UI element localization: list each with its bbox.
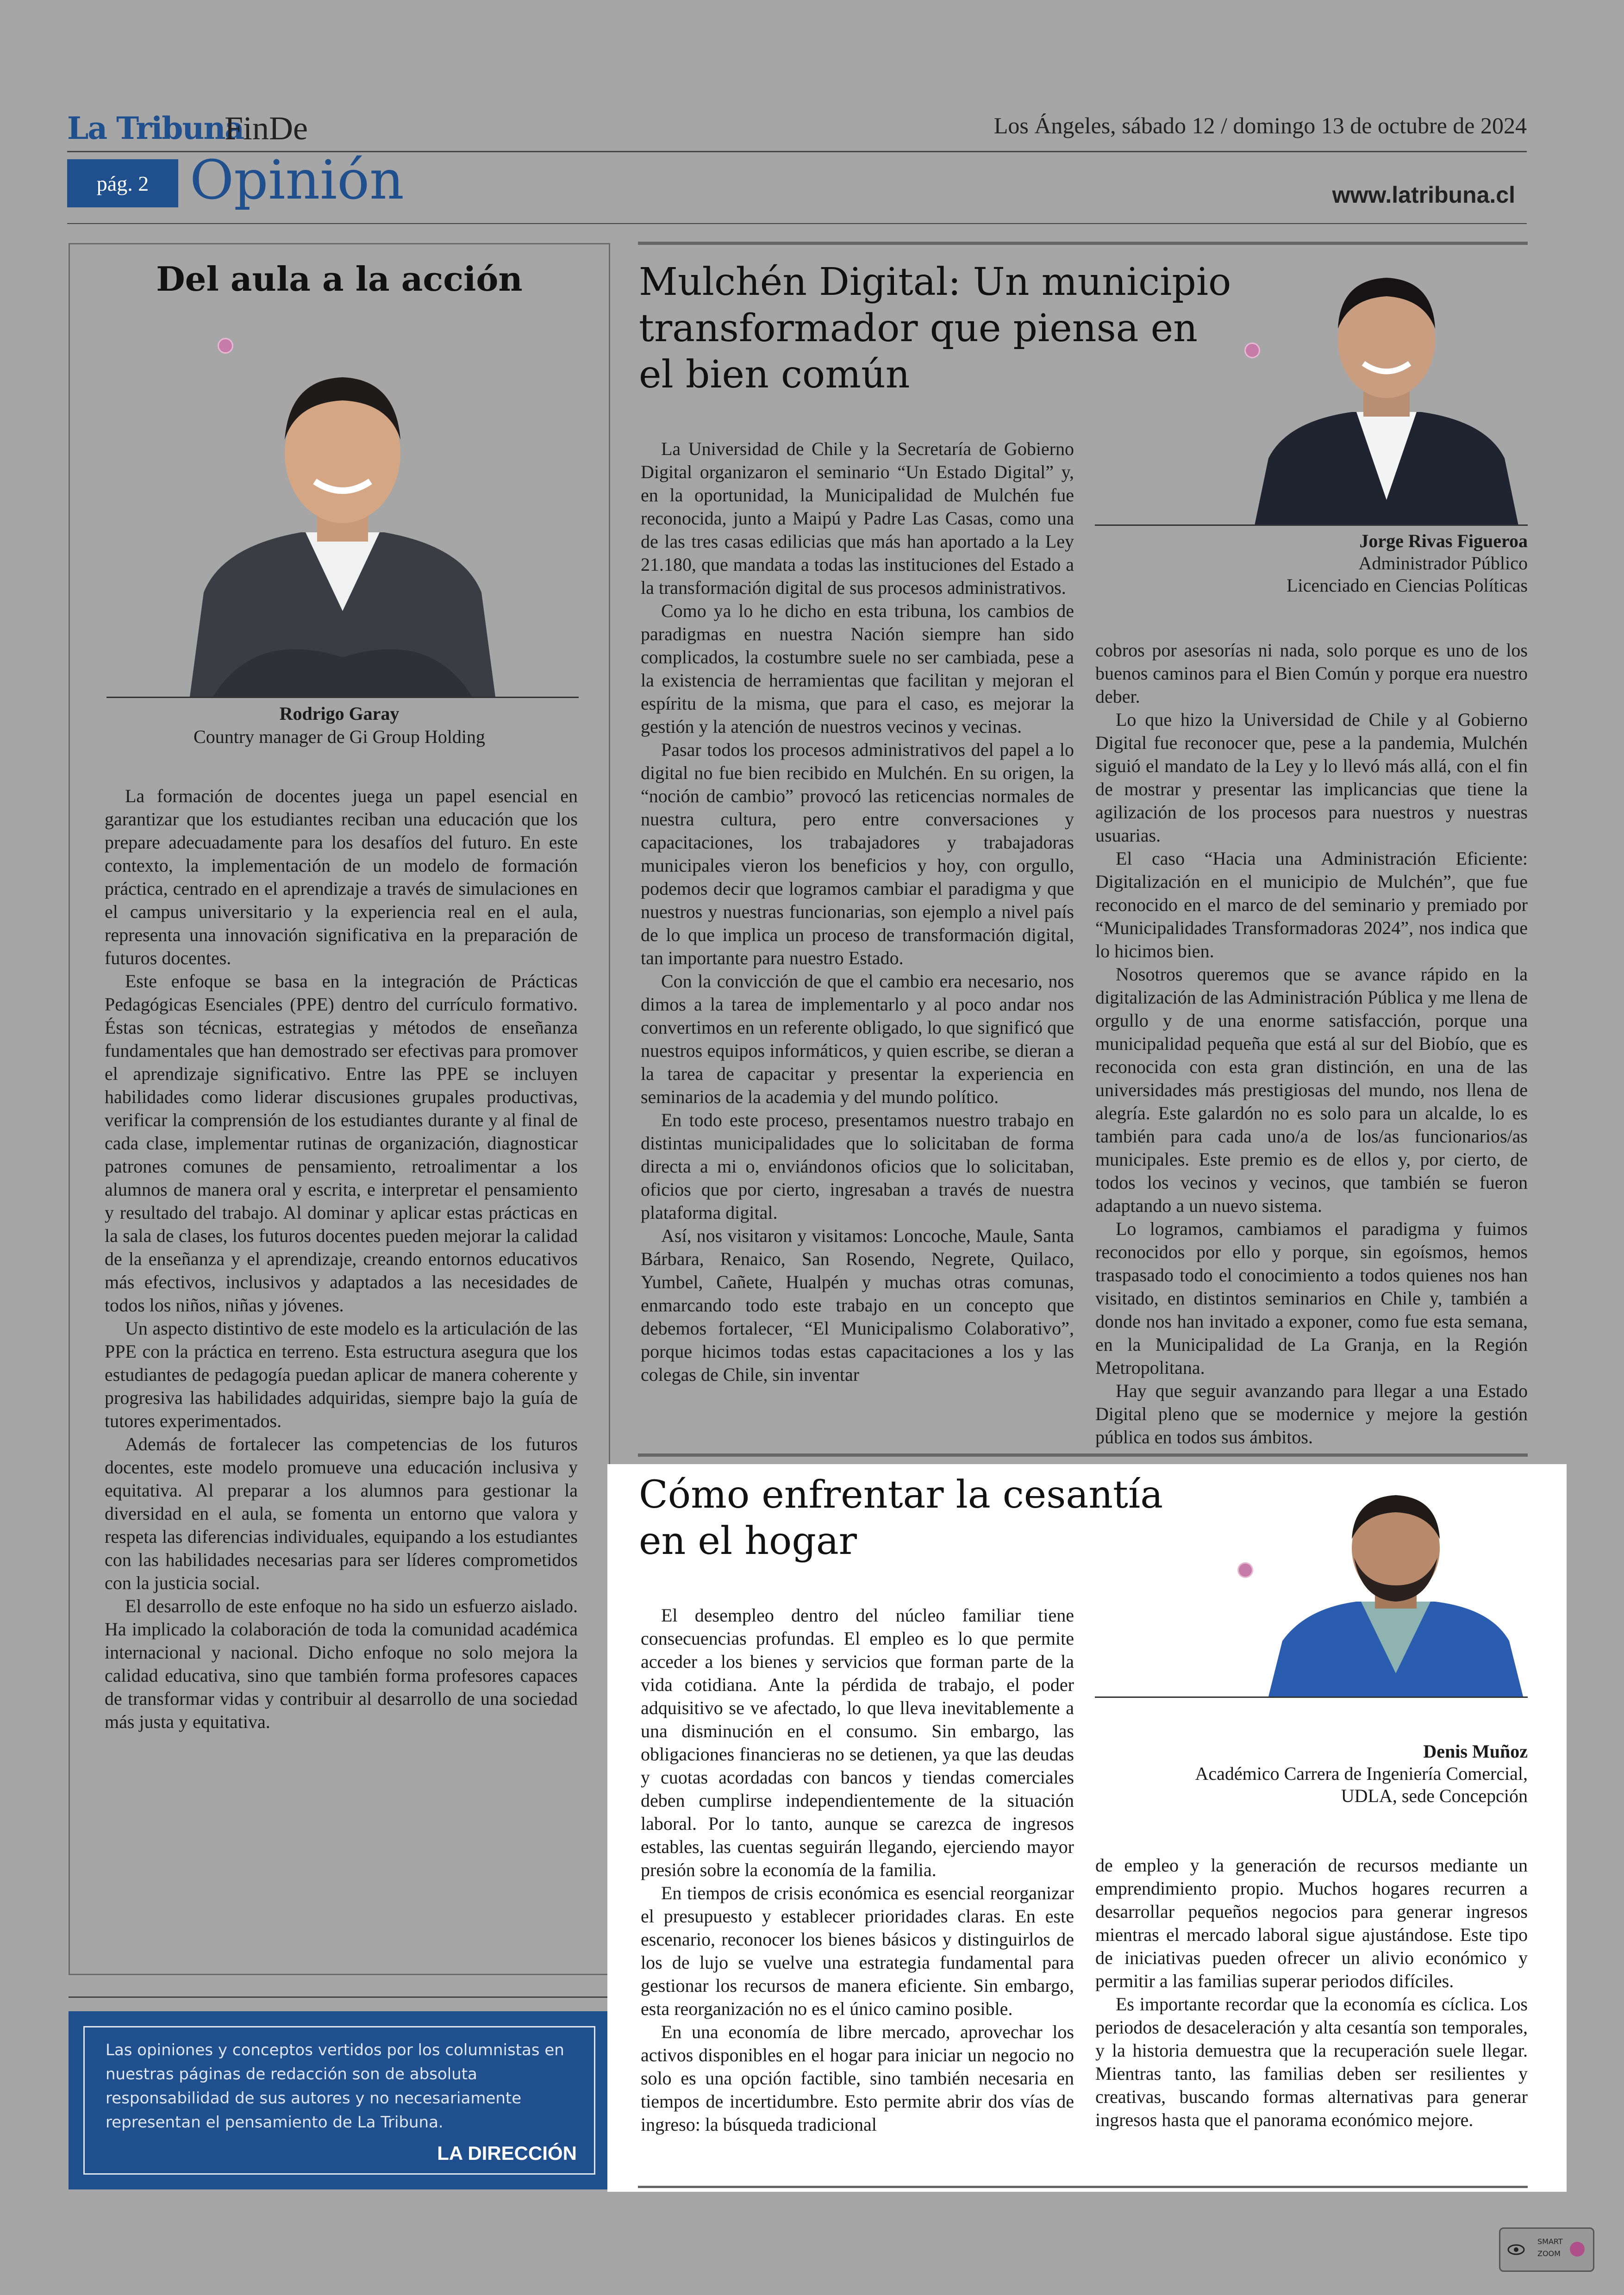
photo-marker-icon[interactable] bbox=[218, 338, 233, 354]
top-article-col2 bbox=[1095, 639, 1528, 1449]
disclaimer-text: Las opiniones y conceptos vertidos por los columnistas en nuestras páginas de redacción son de absoluta responsabilidad de sus autores y no necesariamente representan el pensamiento de La Tribuna. bbox=[106, 2041, 564, 2132]
portrait-illustration bbox=[1245, 259, 1528, 525]
bottom-author-role: UDLA, sede Concepción bbox=[1341, 1785, 1528, 1806]
author-photo-jorge bbox=[1245, 259, 1528, 525]
mid-article-rule bbox=[638, 1453, 1528, 1457]
bottom-paragraph: Es importante recordar que la economía es cíclica. Los periodos de desaceleración y alta cesantía son temporales, y la historia demuestra que la recuperación suele llegar. Mientras tanto, las familias deben ser resilientes y creativas, buscando formas alternativas para generar ingresos hasta que el panorama económico mejore. bbox=[1095, 1994, 1528, 2130]
bottom-paragraph: de empleo y la generación de recursos mediante un emprendimiento propio. Muchos hogares recurren a desarrollar pequeños negocios para generar ingresos mientras el mercado laboral sigue ajustándose. Este tipo de iniciativas pueden ofrecer un alivio económico y permitir a las familias superar periodos difíciles. bbox=[1095, 1855, 1528, 1991]
top-paragraph: La Universidad de Chile y la Secretaría de Gobierno Digital organizaron el seminario “Un Estado Digital” y, en la oportunidad, la Municipalidad de Mulchén fue reconocida, junto a Maipú y Padre Las Casas, como una de las tres casas edilicias que más han aportado a la Ley 21.180, que mandata a todas las instituciones del Estado a la transformación digital de sus procesos administrativos. bbox=[641, 438, 1074, 598]
bottom-article-col1 bbox=[641, 1604, 1074, 2136]
top-paragraph: Lo que hizo la Universidad de Chile y al Gobierno Digital fue reconocer que, pese a la pandemia, Mulchén siguió el mandato de la Ley y lo llevó más allá, con el fin de mostrar y presentar las implicancias que tiene la agilización de los procesos para nuestros y nuestras usuarias. bbox=[1095, 709, 1528, 846]
disclaimer-top-rule bbox=[69, 1996, 610, 1998]
top-paragraph: En todo este proceso, presentamos nuestro trabajo en distintas municipalidades que lo solicitaban de forma directa a mi o, enviándonos oficios que lo solicitaban, oficios que por cierto, ingresaban a través de nuestra plataforma digital. bbox=[641, 1110, 1074, 1223]
left-paragraph: El desarrollo de este enfoque no ha sido un esfuerzo aislado. Ha implicado la colaboración de toda la comunidad académica internacional y nacional. Dicho enfoque no solo mejora la calidad educativa, sino que también forma profesores capaces de transformar vidas y contribuir al desarrollo de una sociedad más justa y equitativa. bbox=[105, 1596, 578, 1732]
bottom-article-rule bbox=[638, 2186, 1528, 2188]
top-paragraph: Con la convicción de que el cambio era necesario, nos dimos a la tarea de implementarlo y al poco andar nos convertimos en un referente obligado, lo que significó que nuestros equipos informáticos, y quien escribe, se dieran a la tarea de capacitar y presentar la experiencia en seminarios de la academia y del mundo político. bbox=[641, 971, 1074, 1107]
top-author-role: Licenciado en Ciencias Políticas bbox=[1287, 575, 1528, 596]
top-photo-rule bbox=[1095, 524, 1528, 526]
left-article-body bbox=[105, 785, 578, 1734]
portrait-illustration bbox=[185, 352, 500, 697]
header-bottom-rule bbox=[67, 223, 1527, 224]
top-paragraph: Pasar todos los procesos administrativos del papel a lo digital no fue bien recibido en Mulchén. En su origen, la “noción de cambio” provocó las reticencias normales de nuestra cultura, pero entre conversaciones y capacitaciones, los trabajadores y trabajadoras municipales vieron los beneficios y hoy, con orgullo, podemos decir que logramos cambiar el paradigma y que nuestros y nuestras funcionarias, son ejemplo a nivel país de lo que implica un proceso de transformación digital, tan importante para nuestro Estado. bbox=[641, 739, 1074, 968]
top-paragraph: cobros por asesorías ni nada, solo porque es uno de los buenos caminos para el Bien Común y porque era nuestro deber. bbox=[1095, 640, 1528, 707]
bottom-article-title: Cómo enfrentar la cesantía en el hogar bbox=[639, 1473, 1163, 1563]
author-photo-denis bbox=[1264, 1488, 1528, 1696]
smart-zoom-label: ZOOM bbox=[1537, 2249, 1561, 2258]
bottom-paragraph: En tiempos de crisis económica es esencial reorganizar el presupuesto y establecer prioridades claras. En este escenario, reconocer los bienes básicos y distinguirlos de los de lujo se vuelve una estrategia fundamental para gestionar los recursos de manera eficiente. Sin embargo, esta reorganización no es el único camino posible. bbox=[641, 1883, 1074, 2019]
bottom-paragraph: El desempleo dentro del núcleo familiar tiene consecuencias profundas. El empleo es lo que permite acceder a los bienes y servicios que forman parte de la vida cotidiana. Ante la pérdida de trabajo, el poder adquisitivo se ve afectado, lo que lleva inevitablemente a una disminución en el consumo. Sin embargo, las obligaciones financieras no se detienen, ya que las deudas y cuotas acordadas con bancos y tiendas comerciales deben cumplirse independientemente de la situación laboral. Por lo tanto, aunque se carezca de ingresos estables, las cuentas seguirán llegando, ejerciendo mayor presión sobre la economía de la familia. bbox=[641, 1605, 1074, 1880]
bottom-author-name: Denis Muñoz bbox=[1423, 1741, 1528, 1762]
top-article-col1 bbox=[641, 437, 1074, 1386]
left-author-name: Rodrigo Garay bbox=[279, 703, 400, 724]
edition-name: FinDe bbox=[225, 110, 308, 147]
top-paragraph: Lo logramos, cambiamos el paradigma y fuimos reconocidos por ello y porque, sin egoísmos, hemos traspasado todo el conocimiento a todos quienes nos han visitado, en distintos seminarios en Chile y, también a donde nos han invitado a exponer, como fue esta semana, en la Municipalidad de La Granja, en la Región Metropolitana. bbox=[1095, 1218, 1528, 1378]
zoom-indicator-icon bbox=[1570, 2242, 1585, 2257]
dateline: Los Ángeles, sábado 12 / domingo 13 de octubre de 2024 bbox=[993, 112, 1527, 138]
brand-logo: La Tribuna bbox=[67, 110, 244, 146]
top-paragraph: Como ya lo he dicho en esta tribuna, los cambios de paradigmas en nuestra Nación siempre han sido complicados, la costumbre suele no ser cambiada, pese a la existencia de herramientas que facilitan y mejoran el espíritu de la misma, que para el caso, es mejorar la gestión y la atención de nuestros vecinos y vecinas. bbox=[641, 600, 1074, 737]
top-article-title: Mulchén Digital: Un municipio transformador que piensa en el bien común bbox=[639, 260, 1231, 397]
top-paragraph: Nosotros queremos que se avance rápido en la digitalización de las Administración Pública y me llena de orgullo y de una enorme satisfacción, porque una municipalidad pequeña que está al sur del Biobío, que es reconocida con esta gran distinción, en una de las universidades más prestigiosas del mundo, nos llena de alegría. Este galardón no es solo para un alcalde, lo es también para cada uno/a de los/as funcionarios/as municipales. Este premio es de ellos y, por cierto, de todos los vecinos y vecinos, que también se fueron adaptando a un nuevo sistema. bbox=[1095, 964, 1528, 1216]
top-article-rule bbox=[638, 242, 1528, 245]
bottom-paragraph: En una economía de libre mercado, aprovechar los activos disponibles en el hogar para iniciar un negocio no solo es una opción factible, sino también necesaria en tiempos de incertidumbre. Esto permite abrir dos vías de ingreso: la búsqueda tradicional bbox=[641, 2021, 1074, 2135]
top-paragraph: El caso “Hacia una Administración Eficiente: Digitalización en el municipio de Mulchén”, que fue reconocido en el marco de del seminario y premiado por “Municipalidades Transformadoras 2024”, nos indica que lo hicimos bien. bbox=[1095, 848, 1528, 961]
left-paragraph: Además de fortalecer las competencias de los futuros docentes, este modelo promueve una educación inclusiva y equitativa. Al preparar a los alumnos para gestionar la diversidad en el aula, se fomenta un entorno que valora y respeta las diferencias individuales, equipando a los estudiantes con las habilidades necesarias para ser líderes comprometidos con la justicia social. bbox=[105, 1434, 578, 1593]
bottom-photo-rule bbox=[1095, 1696, 1528, 1698]
portrait-illustration bbox=[1264, 1488, 1528, 1696]
top-author-role: Administrador Público bbox=[1358, 553, 1528, 574]
top-author-name: Jorge Rivas Figueroa bbox=[1359, 530, 1528, 551]
section-title: Opinión bbox=[190, 149, 404, 212]
disclaimer-signature: LA DIRECCIÓN bbox=[437, 2142, 577, 2164]
smart-zoom-label: SMART bbox=[1537, 2237, 1563, 2246]
left-paragraph: La formación de docentes juega un papel esencial en garantizar que los estudiantes reciban una educación que los prepare adecuadamente para los desafíos del futuro. En este contexto, la implementación de un modelo de formación práctica, centrado en el aprendizaje a través de simulaciones en el campus universitario y la experiencia real en el aula, representa una innovación significativa en la preparación de futuros docentes. bbox=[105, 786, 578, 968]
editorial-disclaimer bbox=[69, 2011, 610, 2189]
author-photo-rodrigo bbox=[185, 352, 500, 697]
left-photo-rule bbox=[106, 697, 579, 698]
page-label: pág. 2 bbox=[67, 159, 178, 207]
left-paragraph: Este enfoque se basa en la integración de Prácticas Pedagógicas Esenciales (PPE) dentro del currículo formativo. Éstas son técnicas, estrategias y métodos de enseñanza fundamentales que han demostrado ser efectivas para promover el aprendizaje significativo. Entre las PPE se incluyen habilidades como liderar discusiones grupales productivas, verificar la comprensión de los estudiantes durante y al final de cada clase, implementar rutinas de organización, diagnosticar patrones comunes de pensamiento, retroalimentar a los alumnos de manera oral y escrita, e interpretar el pensamiento y resultado del trabajo. Al dominar y aplicar estas prácticas en la sala de clases, los futuros docentes pueden mejorar la calidad de la enseñanza y el aprendizaje, creando entornos educativos más efectivos, inclusivos y adaptados a las necesidades de todos los niños, niñas y jóvenes. bbox=[105, 971, 578, 1316]
bottom-article-col2 bbox=[1095, 1854, 1528, 2132]
website-link[interactable]: www.latribuna.cl bbox=[1332, 182, 1515, 208]
left-article-title: Del aula a la acción bbox=[156, 259, 523, 299]
left-author-role: Country manager de Gi Group Holding bbox=[194, 726, 485, 747]
left-paragraph: Un aspecto distintivo de este modelo es la articulación de las PPE con la práctica en terreno. Esta estructura asegura que los estudiantes de pedagogía puedan aplicar de manera coherente y progresiva las habilidades adquiridas, siempre bajo la guía de tutores experimentados. bbox=[105, 1318, 578, 1431]
photo-marker-icon[interactable] bbox=[1237, 1562, 1253, 1578]
top-paragraph: Hay que seguir avanzando para llegar a una Estado Digital pleno que se modernice y mejore la gestión pública en todos sus ámbitos. bbox=[1095, 1380, 1528, 1447]
smart-zoom-button[interactable] bbox=[1499, 2227, 1594, 2272]
bottom-author-role: Académico Carrera de Ingeniería Comercial, bbox=[1195, 1763, 1528, 1784]
eye-icon bbox=[1507, 2243, 1525, 2257]
top-paragraph: Así, nos visitaron y visitamos: Loncoche, Maule, Santa Bárbara, Renaico, San Rosendo, Negrete, Quilaco, Yumbel, Cañete, Hualpén y muchas otras comunas, enmarcando todo este trabajo en un concepto que debemos fortalecer, “El Municipalismo Colaborativo”, porque hicimos todas estas capacitaciones a los y las colegas de Chile, sin inventar bbox=[641, 1225, 1074, 1385]
